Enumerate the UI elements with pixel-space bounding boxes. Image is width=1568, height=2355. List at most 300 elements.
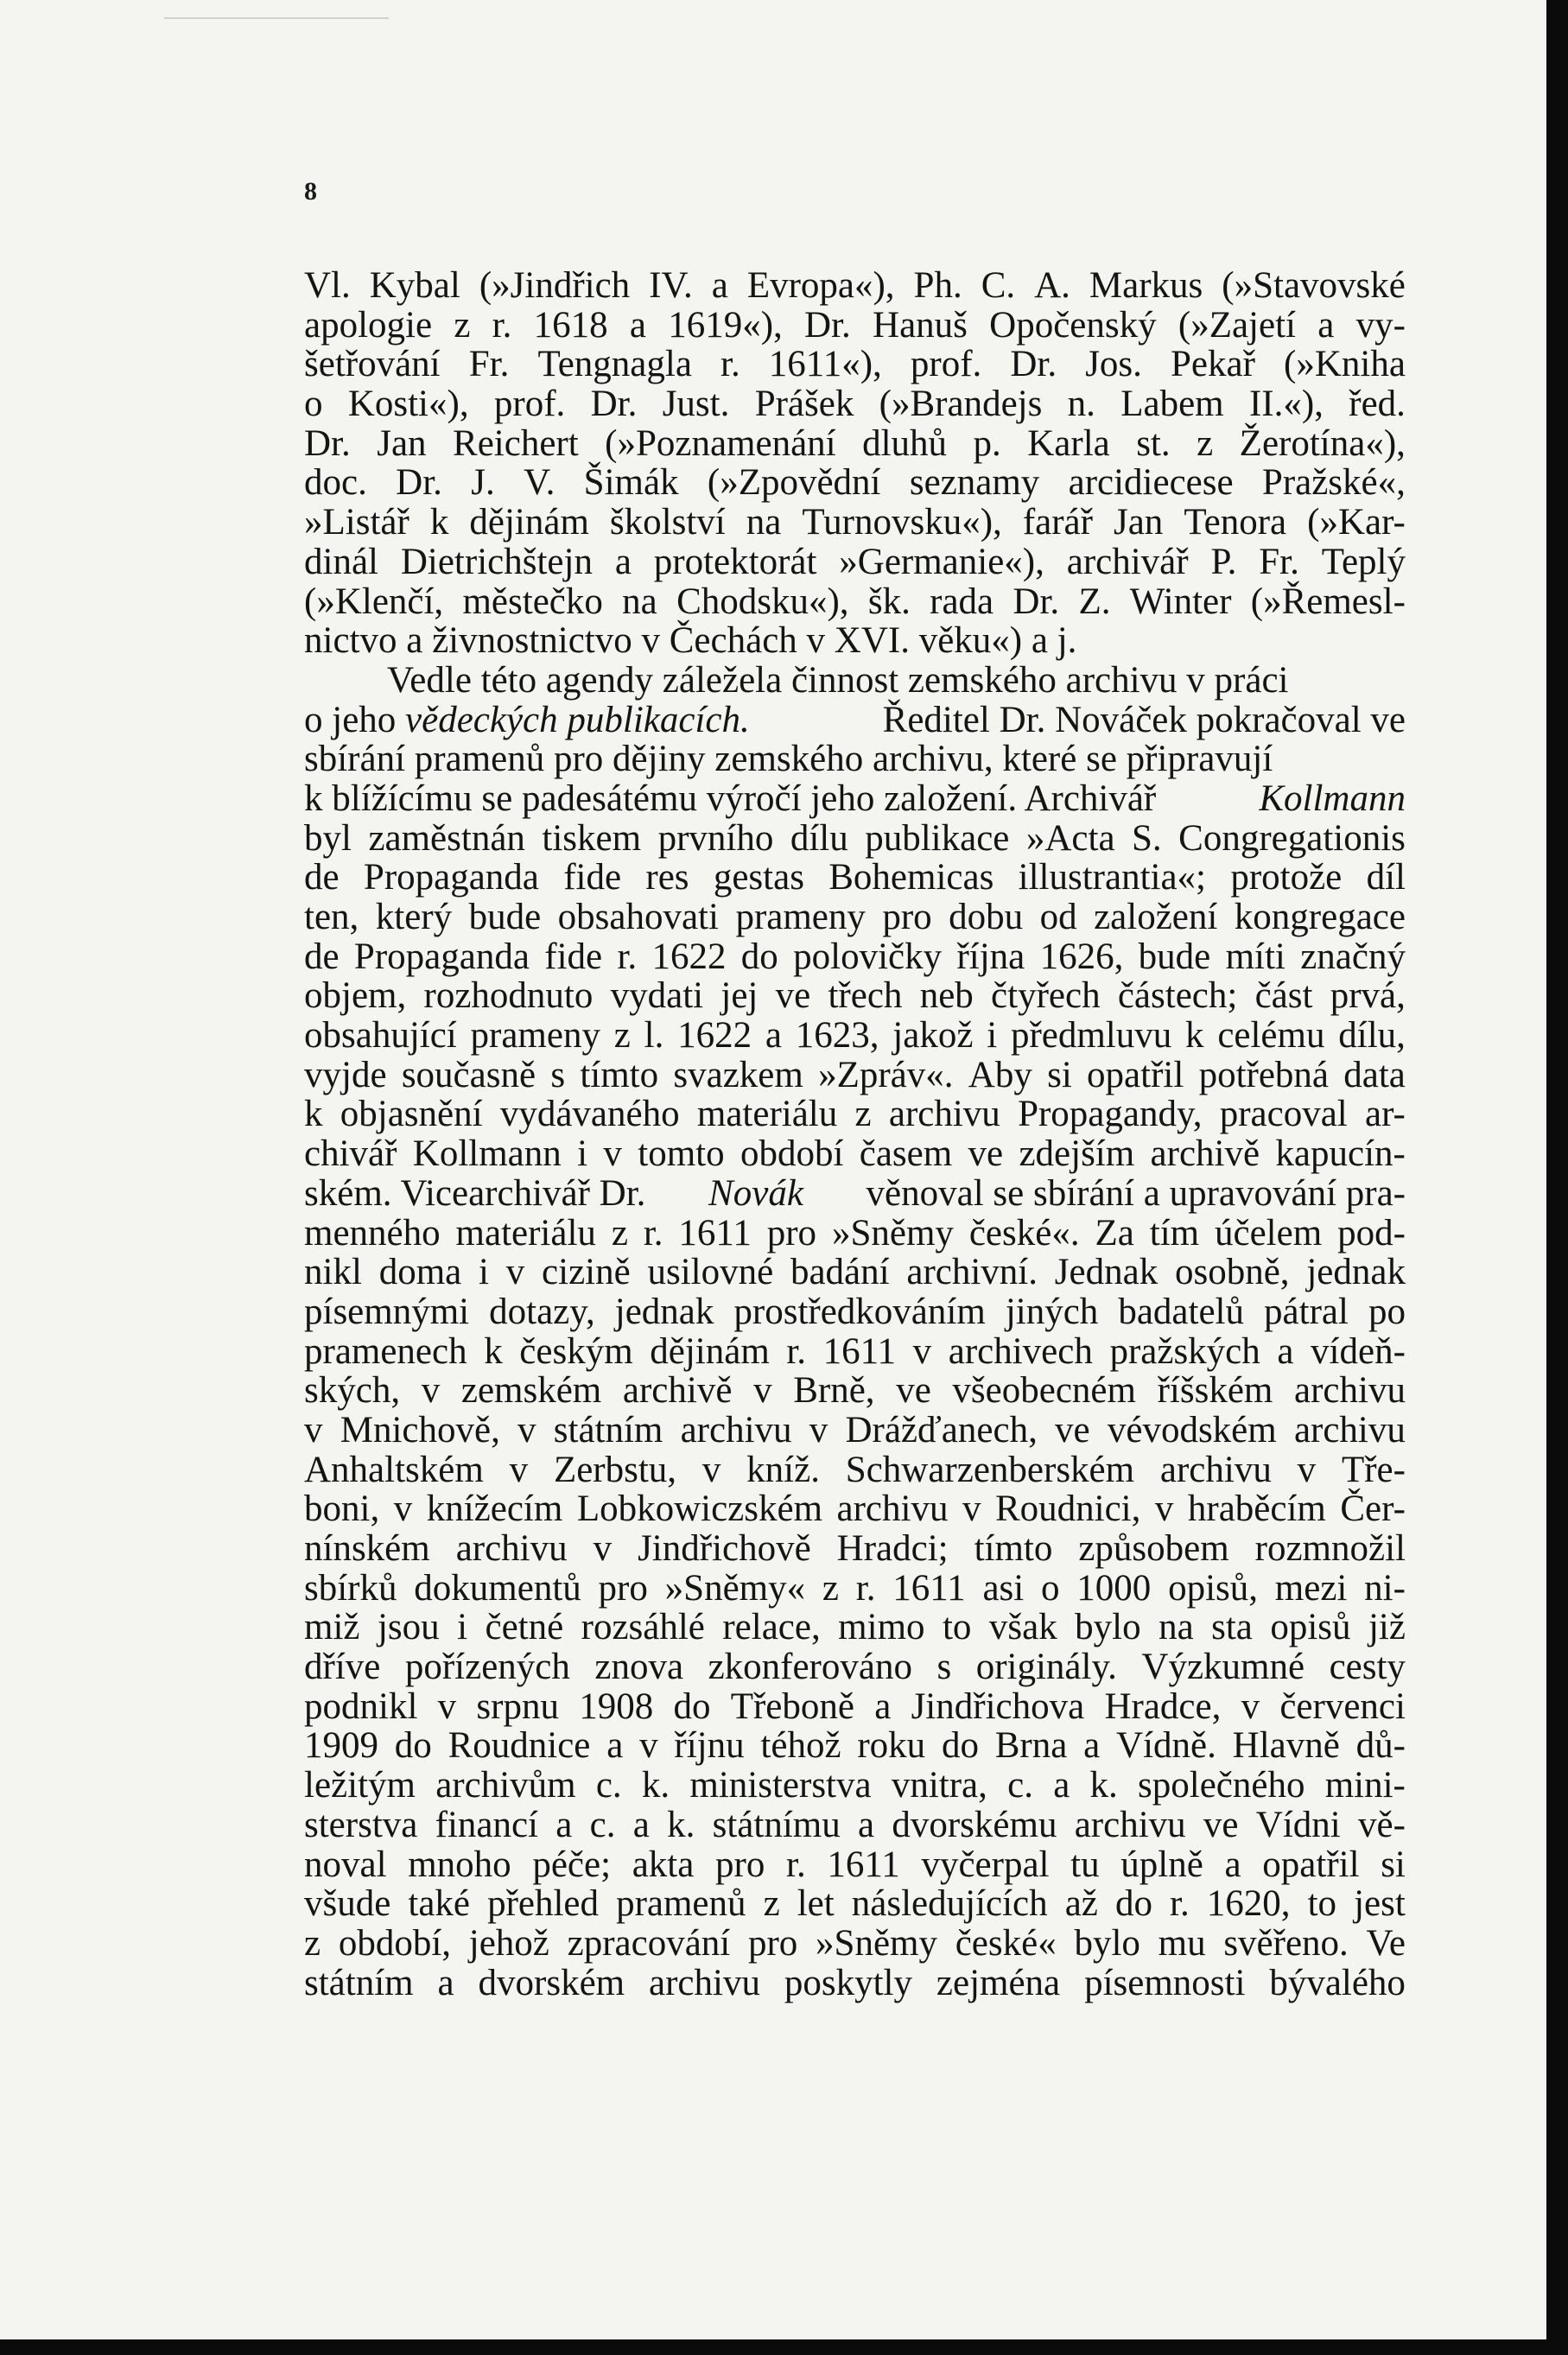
word: úplně (1120, 1844, 1203, 1885)
text-line (304, 1924, 1406, 1964)
word: také (408, 1883, 471, 1925)
word: S. (1132, 817, 1162, 859)
word: p. (973, 422, 1001, 464)
word: archivu (836, 1489, 949, 1530)
emphasis-text: Kollmann (1259, 778, 1406, 819)
line-text: ském. Vicearchivář Dr. (304, 1172, 656, 1214)
word: 1622 (651, 936, 727, 977)
word: k (304, 1094, 323, 1135)
word: Teplý (1321, 541, 1406, 582)
word: písemnosti (1084, 1962, 1246, 2003)
word: české« (955, 1922, 1057, 1964)
word: Jos. (1085, 344, 1142, 385)
word: prameny (735, 897, 866, 937)
word: miž (304, 1607, 360, 1648)
word: (»Klenčí, (304, 581, 444, 622)
word: 1618 (533, 304, 608, 346)
word: do (941, 1725, 979, 1767)
word: protože (1230, 857, 1343, 898)
text-line (304, 1016, 1406, 1056)
word: sterstva (304, 1804, 418, 1845)
word: o (1041, 1567, 1060, 1609)
text-line (304, 1134, 1406, 1174)
word: v (1241, 1685, 1260, 1727)
word: to (1307, 1883, 1337, 1925)
word: do (394, 1725, 432, 1767)
word: knížecím (426, 1489, 563, 1530)
word: dějinám (650, 1330, 770, 1372)
text-line (304, 384, 1406, 424)
word: svazkem (673, 1054, 803, 1095)
word: Markus (1089, 265, 1203, 306)
word: téhož (760, 1725, 841, 1767)
word: doc. (304, 462, 367, 504)
word: státním (553, 1409, 663, 1450)
word: jej (721, 975, 759, 1017)
word: období, (338, 1922, 452, 1964)
word: říjnu (674, 1725, 745, 1767)
word: Dr. (304, 422, 351, 464)
word: zdejším (1019, 1133, 1135, 1175)
word: Lobkowiczském (576, 1489, 823, 1530)
word: Karla (1027, 422, 1110, 464)
word: prof. (493, 384, 566, 425)
word: Ve (1366, 1922, 1406, 1964)
word: k. (667, 1804, 695, 1845)
word: 1908 (579, 1685, 654, 1727)
word: archivu (888, 1094, 1000, 1135)
word: II.«), (1248, 384, 1324, 425)
word: archivě (1150, 1133, 1260, 1175)
word: státnímu (712, 1804, 841, 1845)
text-line (304, 1371, 1406, 1411)
word: Aby (968, 1054, 1032, 1095)
word: Jan (1113, 502, 1164, 543)
word: na (746, 502, 782, 543)
text-line (304, 1806, 1406, 1845)
word: apologie (304, 304, 433, 346)
word: byl (304, 817, 352, 859)
paragraph-1 (304, 266, 1406, 661)
word: čtyřech (991, 975, 1101, 1017)
text-line (304, 898, 1406, 937)
word: řed. (1349, 384, 1406, 425)
word: Dr. (590, 384, 638, 425)
word: zejména (936, 1962, 1061, 2003)
word: neb (919, 975, 974, 1017)
word: v (505, 1252, 525, 1293)
word: a (629, 304, 646, 346)
text-line (304, 858, 1406, 898)
word: část (1254, 975, 1313, 1017)
word: 1620, (1206, 1883, 1291, 1925)
word: ve (1055, 1409, 1090, 1450)
word: a (1083, 1725, 1101, 1767)
word: P. (1210, 541, 1237, 582)
word: 1611 (678, 1212, 752, 1254)
word: ležitým (304, 1765, 416, 1806)
word: 1623, (795, 1015, 879, 1057)
word: 1611 (822, 1330, 897, 1372)
word: tímto (580, 1054, 659, 1095)
word: všeobecném (952, 1370, 1136, 1412)
word: osobně, (1174, 1252, 1290, 1293)
word: a (1224, 1844, 1241, 1885)
word: Drážďanech, (845, 1409, 1038, 1450)
word: archivu (1294, 1370, 1406, 1412)
word: a (632, 1804, 650, 1845)
word: objasnění (340, 1094, 483, 1135)
word: obsahující (304, 1015, 457, 1057)
word: objem, (304, 975, 407, 1017)
word: Výzkumné (1141, 1647, 1305, 1688)
word: s (936, 1647, 952, 1688)
word: Evropa«), (746, 265, 895, 306)
word: vydati (610, 975, 704, 1017)
text-line (304, 503, 1406, 543)
word: a (606, 1725, 624, 1767)
scan-artifact (164, 17, 389, 28)
line-text: věnoval se sbírání a upravování pra- (856, 1172, 1406, 1214)
word: i (577, 1133, 588, 1175)
word: období (740, 1133, 844, 1175)
word: arcidiecese (1068, 462, 1234, 504)
word: Hradce, (1104, 1685, 1222, 1727)
word: a (765, 1015, 782, 1057)
word: tímto (974, 1528, 1053, 1569)
word: (»Kniha (1284, 344, 1406, 385)
word: a (874, 1685, 892, 1727)
word: archivu (1159, 1449, 1272, 1490)
word: díl (1366, 857, 1406, 898)
word: l. (644, 1015, 664, 1057)
word: pražských (1109, 1330, 1260, 1372)
text-line (304, 543, 1406, 582)
word: to (942, 1607, 972, 1648)
word: v (437, 1685, 457, 1727)
word: (»Zpovědní (707, 462, 881, 504)
word: jednak (1306, 1252, 1406, 1293)
word: do (740, 936, 778, 977)
word: Mnichově, (340, 1409, 500, 1450)
word: ministerstva (689, 1765, 872, 1806)
word: českým (519, 1330, 633, 1372)
word: let (797, 1883, 835, 1925)
word: opatřil (1262, 1844, 1360, 1885)
word: Hlavně (1232, 1725, 1340, 1767)
word: mini- (1324, 1765, 1406, 1806)
word: z (454, 304, 471, 346)
word: gestas (713, 857, 804, 898)
word: bude (468, 897, 542, 937)
word: bylo (1075, 1607, 1141, 1648)
word: Hradci; (836, 1528, 949, 1569)
word: z (854, 1094, 872, 1135)
word: illustrantia«; (1018, 857, 1206, 898)
word: a (1277, 1330, 1294, 1372)
word: opisů (1270, 1607, 1351, 1648)
text-line (304, 345, 1406, 384)
word: badání (790, 1252, 890, 1293)
word: jakož (892, 1015, 974, 1057)
text-line (304, 1608, 1406, 1647)
word: dotazy, (489, 1291, 595, 1332)
word: Za (1095, 1212, 1134, 1254)
word: dějinám (469, 502, 589, 543)
word: materiálu (696, 1094, 838, 1135)
word: založení (1094, 897, 1218, 937)
word: tím (1149, 1212, 1200, 1254)
word: vydávaného (499, 1094, 680, 1135)
word: farář (1022, 502, 1093, 543)
word: i (479, 1252, 489, 1293)
word: o (304, 384, 323, 425)
word: vy- (1355, 304, 1406, 346)
text-line (304, 1253, 1406, 1292)
text-line (304, 1174, 1406, 1214)
text-line (304, 1450, 1406, 1490)
word: vídeň- (1311, 1330, 1406, 1372)
word: vnitra, (891, 1765, 987, 1806)
word: k. (641, 1765, 670, 1806)
word: ve (1203, 1804, 1239, 1845)
word: (»Kar- (1307, 502, 1406, 543)
text-line (304, 1884, 1406, 1924)
word: archivu (680, 1409, 792, 1450)
word: pramenů (616, 1883, 746, 1925)
word: k (429, 502, 449, 543)
word: c. (595, 1765, 622, 1806)
word: kapucín- (1275, 1133, 1406, 1175)
text-line (304, 621, 1406, 661)
word: 1622 (677, 1015, 752, 1057)
page-number: 8 (304, 177, 317, 206)
text-line (304, 1964, 1406, 2003)
word: bylo (1074, 1922, 1140, 1964)
word: si (1047, 1054, 1072, 1095)
word: k (484, 1330, 503, 1372)
line-text: nictvo a živnostnictvo v Čechách v XVI. věku«) a j. (304, 620, 1077, 662)
word: v (1154, 1489, 1174, 1530)
word: »Zpráv«. (818, 1054, 954, 1095)
word: městečko (462, 581, 603, 622)
word: Čer- (1340, 1489, 1406, 1530)
word: (»Stavovské (1222, 265, 1406, 306)
word: v (517, 1409, 536, 1450)
word: české«. (968, 1212, 1080, 1254)
text-line (304, 1214, 1406, 1254)
word: dobu (949, 897, 1024, 937)
word: Zerbstu, (553, 1449, 677, 1490)
word: cizině (542, 1252, 631, 1293)
word: financí (435, 1804, 539, 1845)
word: Turnovsku«), (802, 502, 1002, 543)
word: polovičky (793, 936, 943, 977)
word: chivář (304, 1133, 397, 1175)
line-text: k blížícímu se padesátému výročí jeho založení. Archivář (304, 778, 1165, 819)
word: způsobem (1078, 1528, 1229, 1569)
word: ve (775, 975, 811, 1017)
word: zpracování (567, 1922, 731, 1964)
word: vě- (1358, 1804, 1406, 1845)
word: de (304, 936, 340, 977)
text-line (304, 306, 1406, 346)
word: hraběcím (1187, 1489, 1326, 1530)
word: (»Zajetí (1178, 304, 1296, 346)
word: mezi (1274, 1567, 1348, 1609)
word: Jindřichova (911, 1685, 1085, 1727)
emphasis-text: vědeckých publikacích. (405, 699, 750, 740)
word: 1626, (1039, 936, 1124, 977)
word: Fr. (1259, 541, 1299, 582)
word: a (711, 265, 728, 306)
word: z (613, 1015, 631, 1057)
word: v (912, 1330, 932, 1372)
text-line (304, 661, 1406, 701)
word: dvorskému (892, 1804, 1057, 1845)
word: do (1114, 1883, 1152, 1925)
word: třech (828, 975, 903, 1017)
word: ských, (304, 1370, 401, 1412)
word: n. (1067, 384, 1095, 425)
word: V. (524, 462, 555, 504)
word: dokumentů (414, 1567, 581, 1609)
text-line (304, 819, 1406, 859)
word: opatřil (1087, 1054, 1184, 1095)
word: tiskem (542, 817, 642, 859)
text-line (304, 701, 1406, 740)
word: (»Jindřich (479, 265, 631, 306)
word: a (1317, 304, 1335, 346)
word: dílu (790, 817, 848, 859)
word: Vídně. (1116, 1725, 1216, 1767)
word: (»Řemesl- (1250, 581, 1406, 622)
word: res (645, 857, 689, 898)
text-line (304, 1647, 1406, 1687)
word: r. (786, 1330, 807, 1372)
word: Žerotína«), (1239, 422, 1406, 464)
text-line (304, 779, 1406, 819)
word: (»Poznamenání (605, 422, 836, 464)
word: četné (485, 1607, 564, 1648)
word: Vl. (304, 265, 351, 306)
word: Dr. (1013, 581, 1060, 622)
word: Tře- (1341, 1449, 1406, 1490)
word: J. (471, 462, 495, 504)
word: vyčerpal (921, 1844, 1050, 1885)
word: dinál (304, 541, 378, 582)
word: celému (1217, 1015, 1325, 1057)
word: Tengnagla (537, 344, 692, 385)
word: vévodském (1107, 1409, 1277, 1450)
word: sbírků (304, 1567, 397, 1609)
word: pro (715, 1844, 765, 1885)
word: Bohemicas (828, 857, 994, 898)
word: Propaganda (353, 936, 530, 977)
word: šk. (867, 581, 911, 622)
word: následujících (851, 1883, 1048, 1925)
word: 1611«), (768, 344, 882, 385)
word: usilovné (647, 1252, 774, 1293)
word: pátral (1264, 1291, 1349, 1332)
word: zaměstnán (368, 817, 525, 859)
word: 1611 (827, 1844, 900, 1885)
word: v (421, 1370, 441, 1412)
word: v (509, 1449, 529, 1490)
word: rozhodnuto (423, 975, 594, 1017)
word: ar- (1365, 1094, 1406, 1135)
word: Winter (1129, 581, 1232, 622)
word: a (858, 1804, 875, 1845)
word: do (673, 1685, 711, 1727)
word: prvního (657, 817, 774, 859)
word: 1000 (1076, 1567, 1152, 1609)
word: pořízených (404, 1647, 570, 1688)
word: svěřeno. (1223, 1922, 1349, 1964)
word: Labem (1120, 384, 1224, 425)
word: z (611, 1212, 628, 1254)
line-text: Ředitel Dr. Nováček pokračoval ve (873, 699, 1406, 740)
text-line (304, 1569, 1406, 1609)
word: r. (786, 1844, 806, 1885)
word: archivu (1074, 1804, 1186, 1845)
word: Hanuš (873, 304, 968, 346)
word: rozsáhlé (581, 1607, 705, 1648)
text-line (304, 1411, 1406, 1450)
line-text: Vedle této agendy záležela činnost zemského archivu v práci (387, 659, 1289, 701)
word: »Listář (304, 502, 409, 543)
word: cesty (1329, 1647, 1406, 1688)
word: šetřování (304, 344, 441, 385)
word: noval (304, 1844, 387, 1885)
text-line (304, 1766, 1406, 1806)
word: protektorát (653, 541, 817, 582)
word: menného (304, 1212, 441, 1254)
text-line (304, 1489, 1406, 1529)
word: Ph. (913, 265, 962, 306)
word: Dr. (396, 462, 442, 504)
word: archivu (455, 1528, 568, 1569)
word: prof. (910, 344, 982, 385)
word: publikace (865, 817, 1010, 859)
word: z (763, 1883, 780, 1925)
word: v (701, 1449, 721, 1490)
word: na (1159, 1607, 1194, 1648)
word: c. (1007, 1765, 1033, 1806)
word: Jan (377, 422, 427, 464)
word: přehled (487, 1883, 600, 1925)
body-text (304, 266, 1406, 2003)
word: Congregationis (1178, 817, 1406, 859)
word: fide (544, 936, 603, 977)
word: v (753, 1370, 772, 1412)
word: opisů, (1168, 1567, 1258, 1609)
word: Jednak (1054, 1252, 1159, 1293)
word: 1611 (892, 1567, 966, 1609)
word: zkonferováno (708, 1647, 912, 1688)
text-line (304, 424, 1406, 464)
word: Třeboně (730, 1685, 854, 1727)
word: pro (747, 1922, 798, 1964)
word: archivu (649, 1962, 760, 2003)
word: pro (598, 1567, 648, 1609)
word: mnoho (408, 1844, 511, 1885)
word: z (822, 1567, 839, 1609)
word: Jindřichově (638, 1528, 811, 1569)
word: Opočenský (989, 304, 1157, 346)
word: ten, (304, 897, 359, 937)
word: podnikl (304, 1685, 418, 1727)
